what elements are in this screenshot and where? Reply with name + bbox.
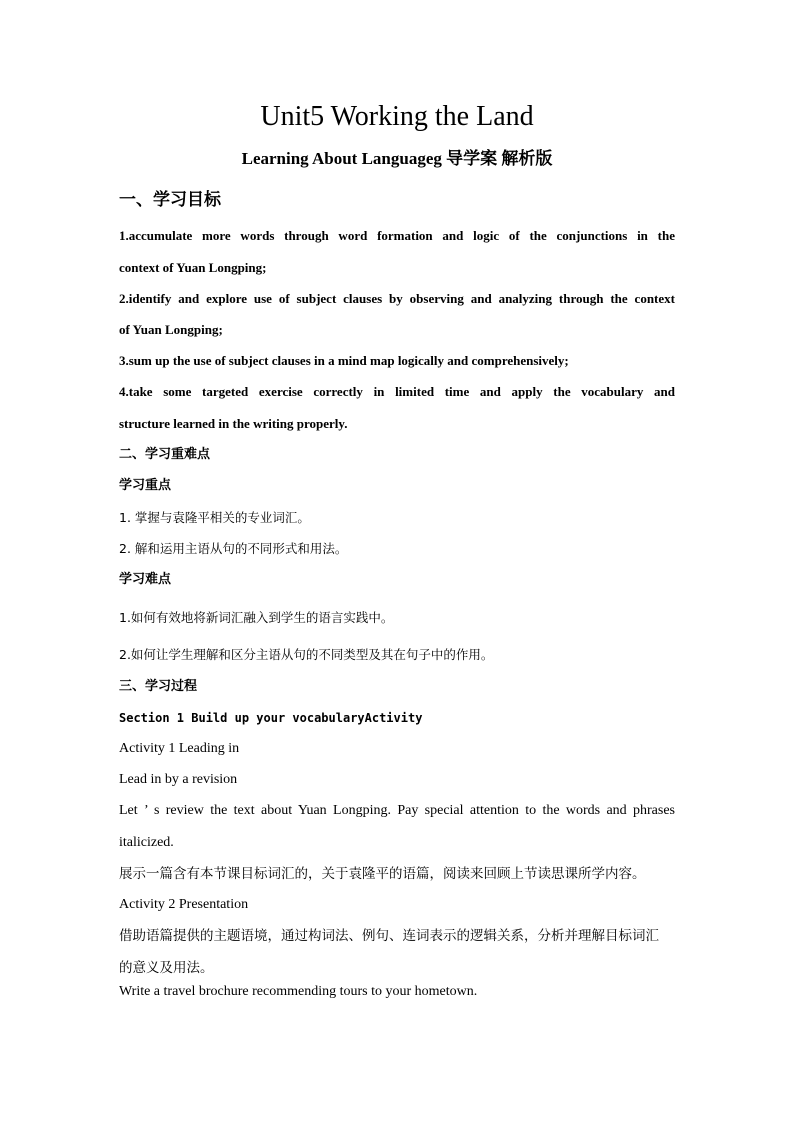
activity-1-title: Activity 1 Leading in xyxy=(119,741,240,756)
activity-1-subtitle: Lead in by a revision xyxy=(119,772,238,787)
objective-line: of Yuan Longping; xyxy=(119,322,223,337)
objective-line: 3.sum up the use of subject clauses in a mind map logically and comprehensively; xyxy=(119,353,569,368)
section-heading-key-difficult: 二、学习重难点 xyxy=(119,447,211,462)
objective-line: 4.take some targeted exercise correctly in limited time and apply the vocabulary and xyxy=(119,384,675,399)
key-point-item: 2. 解和运用主语从句的不同形式和用法。 xyxy=(119,541,348,556)
activity-2-task: Write a travel brochure recommending tours to your hometown. xyxy=(119,984,478,999)
activity-2-chinese-note: 的意义及用法。 xyxy=(119,960,214,976)
document-subtitle: Learning About Languageg 导学案 解析版 xyxy=(241,149,553,168)
key-point-item: 1. 掌握与袁隆平相关的专业词汇。 xyxy=(119,510,310,525)
section-heading-objectives: 一、学习目标 xyxy=(119,190,221,210)
objective-line: 1.accumulate more words through word formation and logic of the conjunctions in the xyxy=(119,228,675,243)
section-heading-process: 三、学习过程 xyxy=(119,679,198,694)
activity-2-chinese-note: 借助语篇提供的主题语境，通过构词法、例句、连词表示的逻辑关系，分析并理解目标词汇 xyxy=(119,928,659,944)
objective-line: context of Yuan Longping; xyxy=(119,260,267,275)
activity-2-title: Activity 2 Presentation xyxy=(119,897,249,912)
activity-1-chinese-note: 展示一篇含有本节课目标词汇的，关于袁隆平的语篇，阅读来回顾上节读思课所学内容。 xyxy=(119,866,646,882)
objective-line: structure learned in the writing properly. xyxy=(119,416,348,431)
document-title: Unit5 Working the Land xyxy=(260,101,534,132)
difficult-points-heading: 学习难点 xyxy=(119,572,172,587)
difficult-point-item: 2.如何让学生理解和区分主语从句的不同类型及其在句子中的作用。 xyxy=(119,647,494,662)
section-1-title: Section 1 Build up your vocabularyActivity xyxy=(119,711,423,725)
activity-1-text: italicized. xyxy=(119,835,174,850)
key-points-heading: 学习重点 xyxy=(119,478,172,493)
activity-1-text: Let ’ s review the text about Yuan Longping. Pay special attention to the words and phrases xyxy=(119,803,675,818)
objective-line: 2.identify and explore use of subject clauses by observing and analyzing through the context xyxy=(119,291,675,306)
difficult-point-item: 1.如何有效地将新词汇融入到学生的语言实践中。 xyxy=(119,610,394,625)
